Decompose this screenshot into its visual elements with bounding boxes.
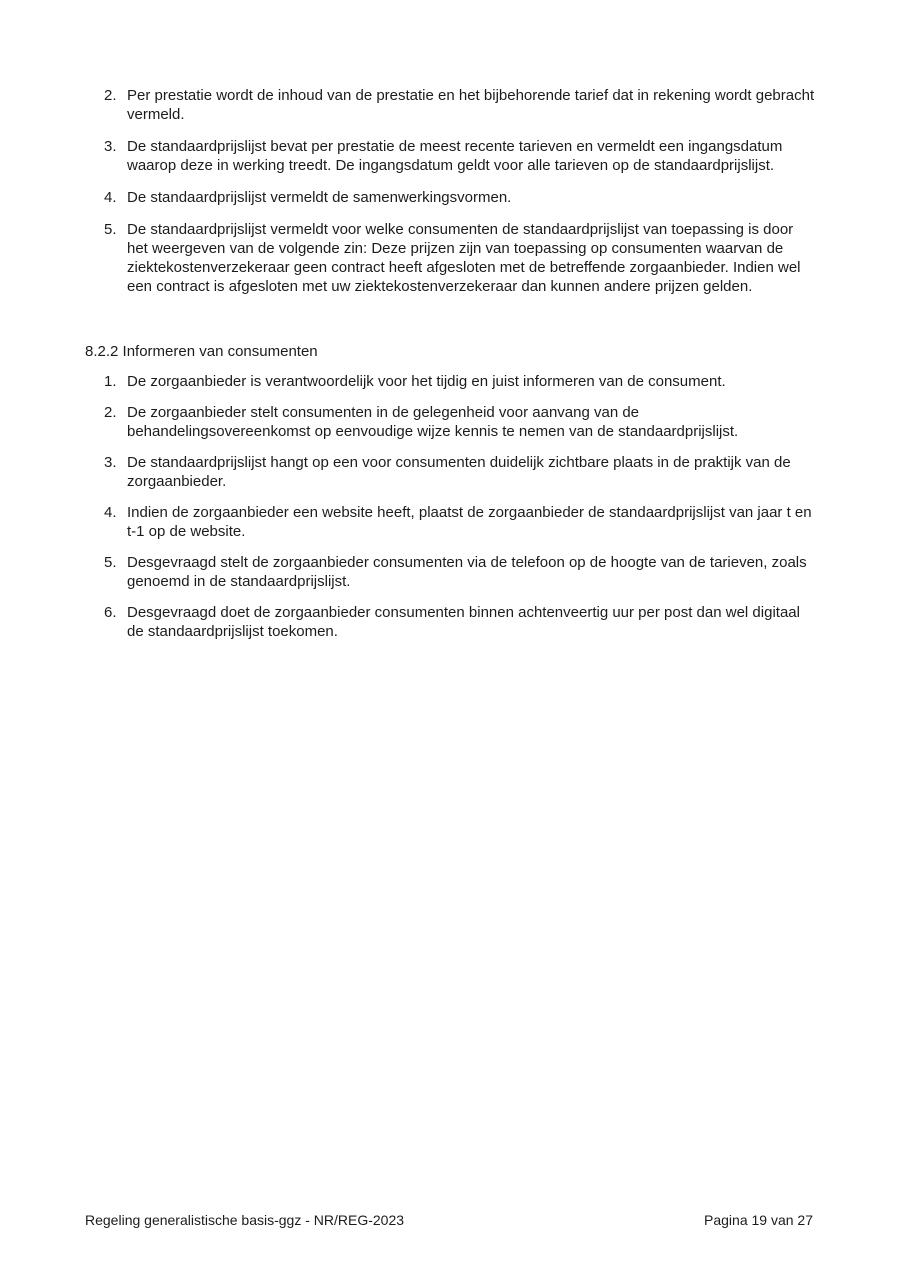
list-item-text: Per prestatie wordt de inhoud van de prestatie en het bijbehorende tarief dat in rekening wordt gebracht vermeld. <box>127 87 815 123</box>
numbered-list-8-2-1 <box>85 86 820 296</box>
section-heading-8-2-2: 8.2.2 Informeren van consumenten <box>85 343 318 360</box>
list-item-text: Indien de zorgaanbieder een website heeft, plaatst de zorgaanbieder de standaardprijslijst van jaar t en t-1 op de website. <box>127 504 812 540</box>
list-item <box>85 220 820 296</box>
list-item <box>85 503 820 541</box>
list-item <box>85 137 820 175</box>
footer-page-indicator: Pagina 19 van 27 <box>704 1212 813 1228</box>
list-item <box>85 86 820 124</box>
document-page <box>85 86 820 653</box>
list-item-text: De standaardprijslijst bevat per prestatie de meest recente tarieven en vermeldt een ingangsdatum waarop deze in werking treedt. De ingangsdatum geldt voor alle tarieven op de standaardprijslijst. <box>127 138 783 174</box>
list-item <box>85 603 820 641</box>
list-item-number: 1. <box>104 373 117 390</box>
list-item-number: 3. <box>104 454 117 471</box>
page-footer <box>85 1211 813 1229</box>
list-item-number: 4. <box>104 189 117 206</box>
footer-document-title: Regeling generalistische basis-ggz - NR/REG-2023 <box>85 1212 405 1228</box>
list-item-number: 3. <box>104 138 117 155</box>
list-item-text: De zorgaanbieder stelt consumenten in de gelegenheid voor aanvang van de behandelingsovereenkomst op eenvoudige wijze kennis te nemen van de standaardprijslijst. <box>127 404 739 440</box>
list-item-text: De standaardprijslijst hangt op een voor consumenten duidelijk zichtbare plaats in de praktijk van de zorgaanbieder. <box>127 454 791 490</box>
list-item-number: 2. <box>104 87 117 104</box>
numbered-list-8-2-2 <box>85 372 820 641</box>
list-item-text: Desgevraagd stelt de zorgaanbieder consumenten via de telefoon op de hoogte van de tarieven, zoals genoemd in de standaardprijslijst. <box>127 554 807 590</box>
list-item-text: De standaardprijslijst vermeldt voor welke consumenten de standaardprijslijst van toepassing is door het weergeven van de volgende zin: Deze prijzen zijn van toepassing op consumenten waarvan de ziektekostenverzekeraar geen contract heeft afgesloten met de betreffende zorgaanbieder. Indien wel een contract is afgesloten met uw ziektekostenverzekeraar dan kunnen andere prijzen gelden. <box>127 221 801 295</box>
list-item-number: 6. <box>104 604 117 621</box>
list-item-text: De standaardprijslijst vermeldt de samenwerkingsvormen. <box>127 189 512 206</box>
list-item-number: 5. <box>104 554 117 571</box>
list-item <box>85 553 820 591</box>
list-item-number: 2. <box>104 404 117 421</box>
list-item <box>85 403 820 441</box>
list-item-number: 5. <box>104 221 117 238</box>
list-item <box>85 188 820 207</box>
list-item <box>85 372 820 391</box>
list-item-number: 4. <box>104 504 117 521</box>
list-item <box>85 453 820 491</box>
list-item-text: Desgevraagd doet de zorgaanbieder consumenten binnen achtenveertig uur per post dan wel digitaal de standaardprijslijst toekomen. <box>127 604 800 640</box>
list-item-text: De zorgaanbieder is verantwoordelijk voor het tijdig en juist informeren van de consument. <box>127 373 726 390</box>
